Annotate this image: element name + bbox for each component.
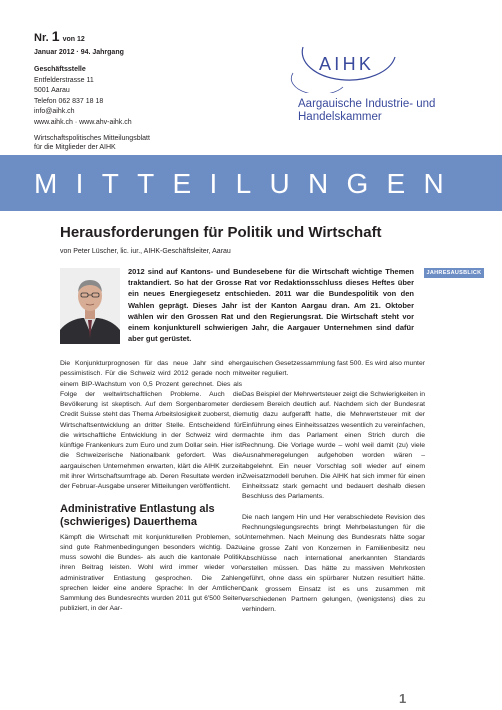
address-street: Entfelderstrasse 11 <box>34 76 94 84</box>
phone-number: Telefon 062 837 18 18 <box>34 97 104 105</box>
article-lead: 2012 sind auf Kantons- und Bundesebene für die Wirtschaft wichtige Themen traktandiert. So hat der Grosse Rat vor Redaktionsschluss dieses Heftes über ein neues Energiegesetz entschieden. 2011 war die Bundespolitik von den Wahlen geprägt. Dieses Jahr ist der Kanton Aargau dran. Am 21. Oktober wählen wir den Grossen Rat und den Regierungsrat. Die Wirtschaft steht vor einem konjunkturell schwierigen Jahr, die Aargauer Unternehmen sind dafür aber gut gerüstet. <box>128 267 414 344</box>
description-line-1: Wirtschaftspolitisches Mitteilungsblatt <box>34 134 150 142</box>
portrait-image <box>60 268 120 344</box>
title-banner <box>0 155 502 211</box>
logo-subtitle <box>298 98 498 124</box>
office-contact <box>34 65 294 129</box>
masthead-info <box>34 30 294 153</box>
logo-wordmark: AIHK <box>319 54 375 74</box>
body-paragraph: gauischen Gesetzessammlung fast 500. Es wird also munter weiter reguliert. <box>242 360 425 378</box>
body-paragraph: Die Konjunkturprognosen für das neue Jahr sind eher pessimistisch. Für die Schweiz wird 2012 gerade noch mit einem BIP-Wachstum von 0,5 Prozent gerechnet. Dies als Folge der weltwirtschaftlichen Probleme. Auch die Bevölkerung ist skeptisch. Auf dem Sorgenbarometer der Credit Suisse steht das Thema Arbeitslosigkeit zuoberst, die Wirtschaftsentwicklung an dritter Stelle. Entscheidend für die wirtschaftliche Entwicklung in der Schweiz wird der künftige Frankenkurs zum Euro und zum Dollar sein. Hier ist die Schweizerische Nationalbank gefordert. Was die aargauischen Unternehmen erwarten, klärt die AIHK zurzeit mit ihrer Wirtschaftsumfrage ab. Deren Resultate werden in der Februar-Ausgabe unserer Mitteilungen veröffentlicht. <box>60 360 242 490</box>
section-tag: JAHRESAUSBLICK <box>424 268 484 278</box>
newsletter-description <box>34 134 294 154</box>
address-city: 5001 Aarau <box>34 87 70 95</box>
logo-subtitle-line-2: Handelskammer <box>298 111 382 123</box>
body-paragraph: Kämpft die Wirtschaft mit konjunkturellen Problemen, so sind gute Rahmenbedingungen besonders wichtig. Dazu muss sowohl die Bundes- als auch die kantonale Politik ihren Beitrag leisten. Wohl wird immer wieder von administrativer Entlastung gesprochen. Die Zahlen sprechen leider eine andere Sprache: In der Amtlichen Sammlung des Bundesrechts wurden 2011 gut 6'500 Seiten publiziert, in der Aar- <box>60 533 242 613</box>
email-link[interactable]: info@aihk.ch <box>34 108 75 116</box>
issue-date: Januar 2012 · 94. Jahrgang <box>34 49 124 56</box>
issue-number-line <box>34 30 294 46</box>
body-column-left <box>60 359 242 625</box>
description-line-2: für die Mitglieder der AIHK <box>34 144 116 152</box>
body-column-right <box>242 359 425 626</box>
section-subhead: Administrative Entlastung als (schwieriges) Dauerthema <box>60 502 215 528</box>
issue-number: 1 <box>51 28 60 44</box>
body-paragraph: Das Beispiel der Mehrwertsteuer zeigt die Schwierigkeiten in diesem Bereich deutlich auf. Nachdem sich der Bundesrat mutig dazu aufgerafft hatte, die Mehrwertsteuer mit der Einführung eines Einheitssatzes wesentlich zu vereinfachen, machte ihm das Parlament einen Strich durch die Rechnung. Die Vorlage wurde – wohl weil damit (zu) viele Ausnahmeregelungen aufgehoben worden wären – abgelehnt. Ein neuer Vorschlag soll wieder auf einem Zweisatzmodell beruhen. Die AIHK hat sich immer für einen Einheitssatz stark gemacht und bedauert deshalb diesen Beschluss des Parlaments. <box>242 390 425 501</box>
office-title: Geschäftsstelle <box>34 66 86 73</box>
author-portrait <box>60 268 120 344</box>
logo-subtitle-line-1: Aargauische Industrie- und <box>298 98 436 110</box>
article-byline: von Peter Lüscher, lic. iur., AIHK-Geschäftsleiter, Aarau <box>60 248 231 255</box>
banner-title: MITTEILUNGEN <box>34 168 463 199</box>
issue-total: von 12 <box>62 36 85 43</box>
website-links[interactable]: www.aihk.ch · www.ahv-aihk.ch <box>34 118 132 126</box>
body-paragraph: Die nach langem Hin und Her verabschiedete Revision des Rechnungslegungsrechts bringt Mehrbelastungen für die Unternehmen. Nach Meinung des Bundesrats hätte sogar eine grosse Zahl von Konzernen in Familienbesitz neu Abschlüsse nach international anerkannten Standards erstellen müssen. Das hätte zu massiven Mehrkosten geführt, ohne dass ein spürbarer Nutzen resultiert hätte. Dank grossem Einsatz ist es uns zusammen mit verschiedenen Partnern gelungen, (wenigstens) dies zu verhindern. <box>242 513 425 613</box>
page-number: 1 <box>399 691 407 706</box>
article-headline: Herausforderungen für Politik und Wirtschaft <box>60 224 382 241</box>
issue-prefix: Nr. <box>34 32 49 44</box>
